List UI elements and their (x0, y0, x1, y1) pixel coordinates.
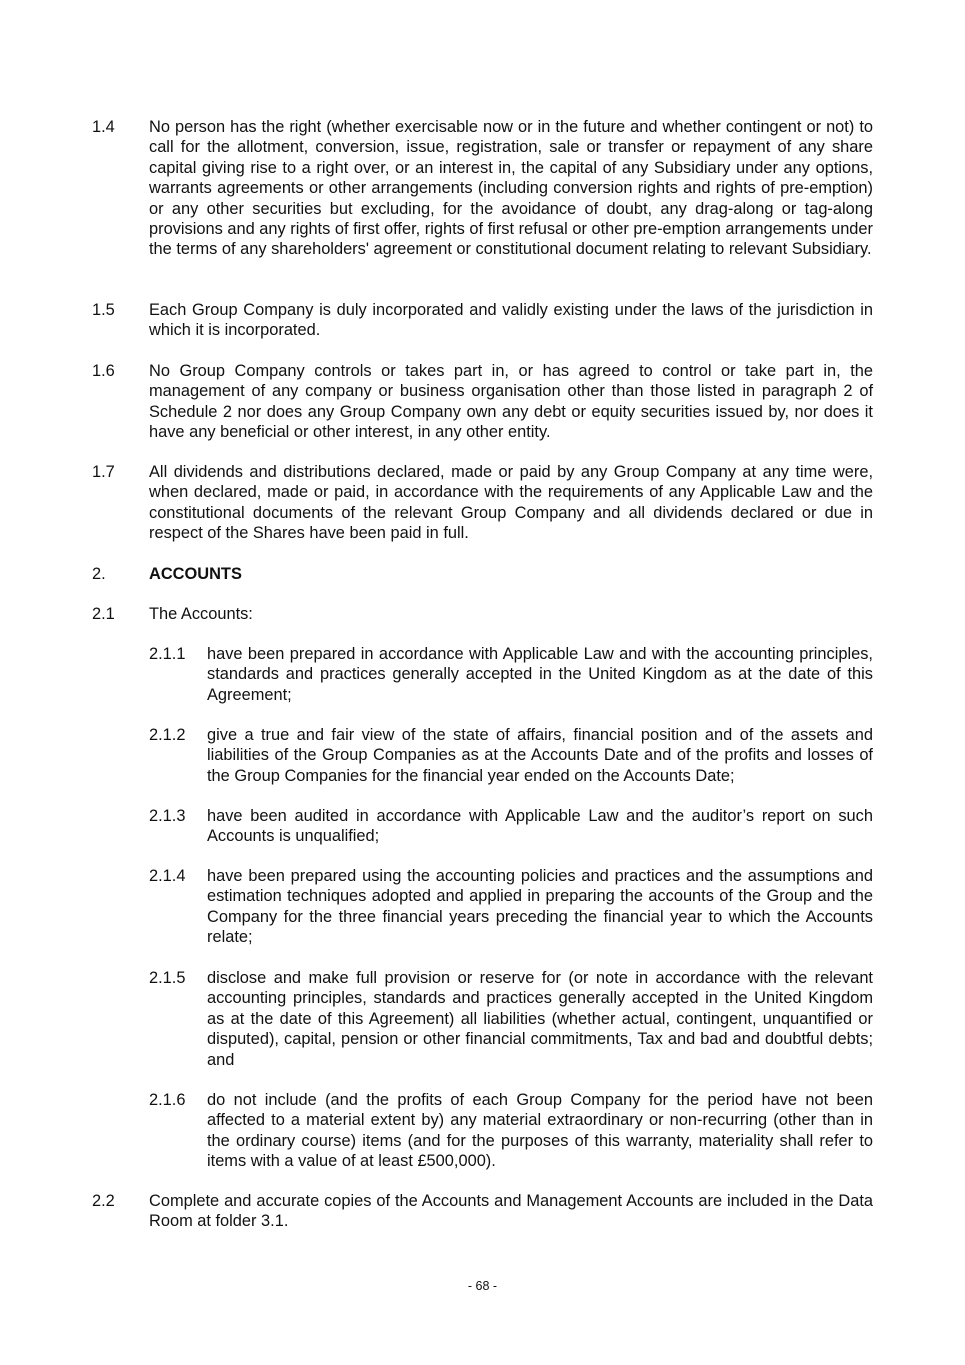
clause-text: No Group Company controls or takes part in, or has agreed to control or take part in, the management of any company or business organisation other than those listed in paragraph 2 of Schedule 2 nor does any Group Company own any debt or equity securities issued by, nor does it have any beneficial or other interest, in any other entity. (149, 362, 873, 442)
subclause-text: give a true and fair view of the state of affairs, financial position and of the assets and liabilities of the Group Companies as at the Accounts Date and of the profits and losses of the Group Companies for the financial year ended on the Accounts Date; (207, 726, 873, 785)
section-number: 2. (92, 565, 106, 583)
clause-number: 2.2 (92, 1192, 115, 1210)
page-number: - 68 - (467, 1279, 498, 1293)
subclause-number: 2.1.1 (149, 645, 186, 663)
subclause-text: do not include (and the profits of each Group Company for the period have not been affected to a material extent by) any material extraordinary or non-recurring (other than in the ordinary course) items (and for the purposes of this warranty, materiality shall refer to items with a value of at least £500,000). (207, 1091, 873, 1171)
clause-number: 1.4 (92, 118, 115, 136)
subclause-number: 2.1.6 (149, 1091, 186, 1109)
clause-number: 1.5 (92, 301, 115, 319)
clause-number: 1.6 (92, 362, 115, 380)
clause-number: 1.7 (92, 463, 115, 481)
clause-text: No person has the right (whether exercisable now or in the future and whether contingent or not) to call for the allotment, conversion, issue, registration, sale or transfer or repayment of any share capital giving rise to a right over, or an interest in, the capital of any Subsidiary under any options, warrants agreements or other arrangements (including conversion rights and rights of pre-emption) or any other securities but excluding, for the avoidance of doubt, any drag-along or tag-along provisions and any rights of first offer, rights of first refusal or other pre-emption arrangements under the terms of any shareholders' agreement or constitutional document relating to relevant Subsidiary. (149, 118, 873, 259)
subclause-text: disclose and make full provision or reserve for (or note in accordance with the relevant accounting principles, standards and practices generally accepted in the United Kingdom as at the date of this Agreement) all liabilities (whether actual, contingent, unquantified or disputed), capital, pension or other financial commitments, Tax and bad and doubtful debts; and (207, 969, 873, 1069)
subclause-text: have been audited in accordance with Applicable Law and the auditor’s report on such Accounts is unqualified; (207, 807, 873, 846)
subclause-number: 2.1.5 (149, 969, 186, 987)
subclause-number: 2.1.3 (149, 807, 186, 825)
subclause-text: have been prepared in accordance with Applicable Law and with the accounting principles, standards and practices generally accepted in the United Kingdom as at the date of this Agreement; (207, 645, 873, 704)
subclause-text: have been prepared using the accounting policies and practices and the assumptions and estimation techniques adopted and applied in preparing the accounts of the Group and the Company for the three financial years preceding the financial year to which the Accounts relate; (207, 867, 873, 947)
subclause-number: 2.1.4 (149, 867, 186, 885)
section-title: ACCOUNTS (149, 565, 242, 583)
clause-text: The Accounts: (149, 605, 253, 623)
clause-number: 2.1 (92, 605, 115, 623)
clause-text: Complete and accurate copies of the Accounts and Management Accounts are included in the Data Room at folder 3.1. (149, 1192, 873, 1231)
subclause-number: 2.1.2 (149, 726, 186, 744)
clause-text: All dividends and distributions declared, made or paid by any Group Company at any time were, when declared, made or paid, in accordance with the requirements of any Applicable Law and the constitutional documents of the relevant Group Company and all dividends declared or due in respect of the Shares have been paid in full. (149, 463, 873, 543)
clause-text: Each Group Company is duly incorporated and validly existing under the laws of the jurisdiction in which it is incorporated. (149, 301, 873, 340)
